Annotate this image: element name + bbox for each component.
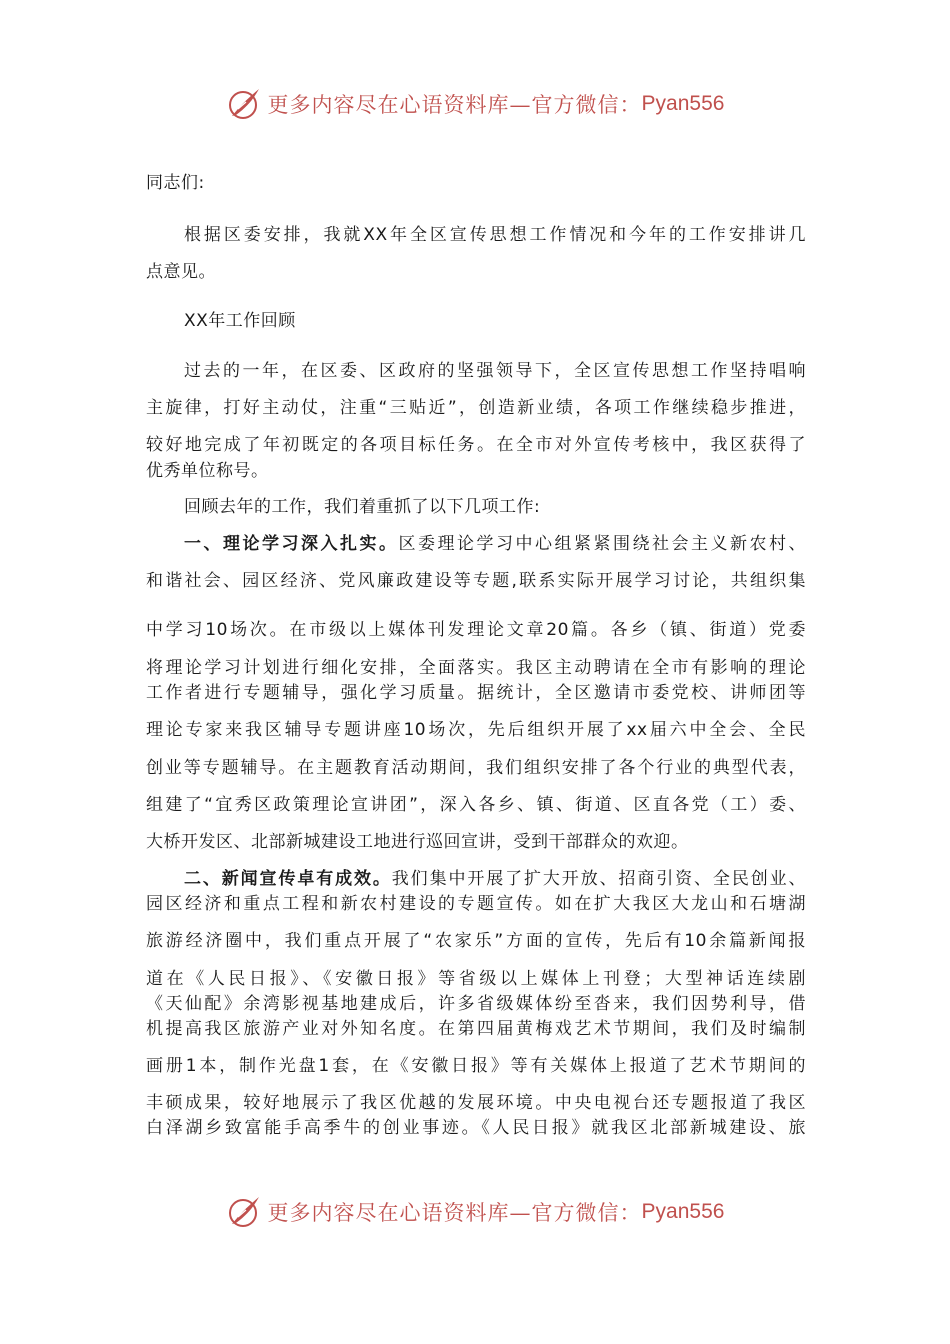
intro-line: 点意见。 [146, 262, 216, 282]
item2-line: 画册1本，制作光盘1套，在《安徽日报》等有关媒体上报道了艺术节期间的 [146, 1056, 806, 1076]
review-line: 过去的一年，在区委、区政府的坚强领导下，全区宣传思想工作坚持唱响 [184, 361, 806, 381]
item1-line: 中学习10场次。在市级以上媒体刊发理论文章20篇。各乡（镇、街道）党委 [146, 620, 806, 640]
item1-line: 创业等专题辅导。在主题教育活动期间，我们组织安排了各个行业的典型代表， [146, 758, 806, 778]
item1-line: 将理论学习计划进行细化安排，全面落实。我区主动聘请在全市有影响的理论 [146, 658, 806, 678]
quill-logo-icon [226, 1194, 262, 1230]
review-line: 主旋律，打好主动仗，注重“三贴近”，创造新业绩，各项工作继续稳步推进， [146, 398, 806, 418]
item1-line: 组建了“宜秀区政策理论宣讲团”，深入各乡、镇、街道、区直各党（工）委、 [146, 795, 806, 815]
header-watermark [0, 84, 950, 124]
item2-text: 我们集中开展了扩大开放、招商引资、全民创业、 [391, 869, 806, 889]
watermark-wechat-id: Pyan556 [641, 92, 725, 115]
item1-line: 大桥开发区、北部新城建设工地进行巡回宣讲，受到干部群众的欢迎。 [146, 832, 689, 852]
footer-watermark [0, 1192, 950, 1232]
quill-logo-icon [226, 86, 262, 122]
item1-line: 和谐社会、园区经济、党风廉政建设等专题,联系实际开展学习讨论，共组织集 [146, 571, 806, 591]
item1-line: 理论专家来我区辅导专题讲座10场次，先后组织开展了xx届六中全会、全民 [146, 720, 806, 740]
item2-line: 丰硕成果，较好地展示了我区优越的发展环境。中央电视台还专题报道了我区 [146, 1093, 806, 1113]
item2-line: 白泽湖乡致富能手高季牛的创业事迹。《人民日报》就我区北部新城建设、旅 [146, 1118, 806, 1138]
item1-heading: 一、理论学习深入扎实。 [184, 534, 399, 554]
item2-heading: 二、新闻宣传卓有成效。 [184, 869, 392, 889]
watermark-text: 更多内容尽在心语资料库—官方微信： [267, 1201, 642, 1225]
item1-text: 区委理论学习中心组紧紧围绕社会主义新农村、 [398, 534, 806, 554]
item2-first-line [184, 868, 806, 890]
review-intro: 回顾去年的工作，我们着重抓了以下几项工作: [184, 497, 541, 517]
intro-line: 根据区委安排，我就XX年全区宣传思想工作情况和今年的工作安排讲几 [184, 225, 806, 245]
watermark-text: 更多内容尽在心语资料库—官方微信： [267, 93, 642, 117]
item2-line: 园区经济和重点工程和新农村建设的专题宣传。如在扩大我区大龙山和石塘湖 [146, 894, 806, 914]
item2-line: 道在《人民日报》、《安徽日报》等省级以上媒体上刊登；大型神话连续剧 [146, 969, 806, 989]
item1-line: 工作者进行专题辅导，强化学习质量。据统计，全区邀请市委党校、讲师团等 [146, 683, 806, 703]
section-title: XX年工作回顾 [184, 311, 296, 331]
item2-line: 机提高我区旅游产业对外知名度。在第四届黄梅戏艺术节期间，我们及时编制 [146, 1019, 806, 1039]
salutation: 同志们: [146, 173, 205, 193]
review-line: 较好地完成了年初既定的各项目标任务。在全市对外宣传考核中，我区获得了 [146, 435, 806, 455]
review-line: 优秀单位称号。 [146, 461, 269, 481]
watermark-wechat-id: Pyan556 [641, 1200, 725, 1223]
item1-first-line [184, 533, 806, 555]
item2-line: 《天仙配》余湾影视基地建成后，许多省级媒体纷至沓来，我们因势利导，借 [146, 994, 806, 1014]
item2-line: 旅游经济圈中，我们重点开展了“农家乐”方面的宣传，先后有10余篇新闻报 [146, 931, 806, 951]
